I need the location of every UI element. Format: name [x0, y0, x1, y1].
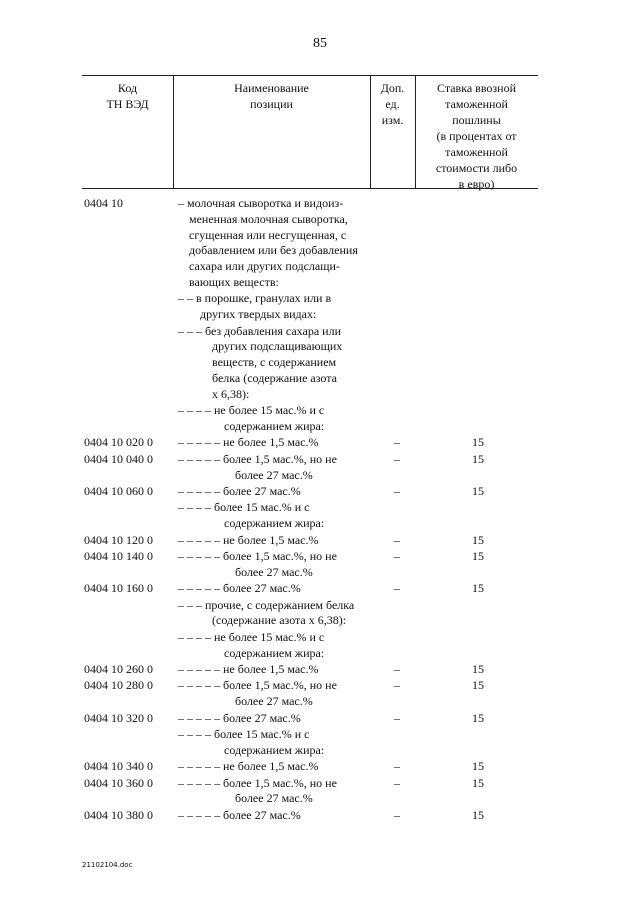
- header-unit: Доп. ед. изм.: [380, 81, 405, 127]
- row-rate: 15: [472, 678, 484, 693]
- row-description-line: – – – – более 15 мас.% и с: [178, 500, 310, 515]
- row-description-line: веществ, с содержанием: [212, 355, 337, 370]
- row-unit: –: [394, 759, 400, 774]
- row-unit: –: [394, 678, 400, 693]
- row-description-line: – – – – – более 27 мас.%: [178, 807, 301, 822]
- row-description-line: других подслащивающих: [212, 339, 343, 354]
- row-code: 0404 10 060 0: [84, 484, 153, 498]
- row-description-line: (содержание азота x 6,38):: [212, 613, 347, 628]
- row-rate: 15: [472, 710, 484, 725]
- row-description-line: сахара или других подслащи-: [189, 259, 340, 274]
- row-unit: –: [394, 532, 400, 547]
- row-description-line: более 27 мас.%: [235, 564, 313, 579]
- row-description-line: x 6,38):: [212, 386, 250, 401]
- row-description-line: – – – – более 15 мас.% и с: [178, 727, 310, 741]
- row-description-line: более 27 мас.%: [235, 791, 313, 806]
- row-description-line: сгущенная или несгущенная, с: [189, 227, 347, 242]
- row-code: 0404 10 160 0: [84, 581, 153, 596]
- row-code: 0404 10 280 0: [84, 678, 153, 693]
- row-unit: –: [394, 775, 400, 790]
- row-rate: 15: [472, 549, 484, 563]
- row-description-line: – – – – – более 1,5 мас.%, но не: [178, 775, 337, 790]
- row-unit: –: [394, 435, 400, 450]
- row-rate: 15: [472, 451, 484, 466]
- row-unit: –: [394, 549, 400, 563]
- header-name: Наименование позиции: [234, 81, 309, 111]
- row-description-line: белка (содержание азота: [212, 370, 337, 385]
- row-description-line: добавлением или без добавления: [189, 243, 358, 258]
- row-description-line: – – – – – более 1,5 мас.%, но не: [178, 549, 337, 563]
- row-unit: –: [394, 581, 400, 596]
- row-code: 0404 10 120 0: [84, 532, 153, 547]
- row-code: 0404 10 380 0: [84, 807, 153, 822]
- row-rate: 15: [472, 484, 484, 498]
- row-code: 0404 10 040 0: [84, 451, 153, 466]
- row-unit: –: [394, 484, 400, 498]
- row-description-line: вающих веществ:: [189, 275, 279, 289]
- row-rate: 15: [472, 775, 484, 790]
- row-rate: 15: [472, 435, 484, 450]
- row-description-line: – – – – – более 27 мас.%: [178, 581, 301, 596]
- row-unit: –: [394, 710, 400, 725]
- row-code: 0404 10 020 0: [84, 435, 153, 450]
- row-description-line: других твердых видах:: [200, 307, 317, 322]
- row-unit: –: [394, 662, 400, 676]
- row-description-line: – – в порошке, гранулах или в: [178, 291, 332, 306]
- row-unit: –: [394, 807, 400, 822]
- footer-filename: 21102104.doc: [82, 861, 133, 869]
- row-rate: 15: [472, 662, 484, 676]
- row-unit: –: [394, 451, 400, 466]
- row-code: 0404 10 340 0: [84, 759, 153, 774]
- row-description-line: содержанием жира:: [224, 516, 325, 531]
- row-description-line: более 27 мас.%: [235, 694, 313, 709]
- row-rate: 15: [472, 807, 484, 822]
- row-description-line: содержанием жира:: [224, 418, 325, 433]
- row-description-line: – – – – – более 27 мас.%: [178, 710, 301, 725]
- header-code: Код ТН ВЭД: [106, 81, 149, 111]
- row-description-line: – – – – – более 1,5 мас.%, но не: [178, 451, 337, 466]
- row-rate: 15: [472, 581, 484, 596]
- row-description-line: – молочная сыворотка и видоиз-: [178, 196, 344, 210]
- row-description-line: – – – – не более 15 мас.% и с: [178, 629, 325, 644]
- row-description-line: мененная молочная сыворотка,: [189, 211, 348, 226]
- table-top-rule: [82, 75, 538, 76]
- page-number: 85: [313, 36, 327, 51]
- row-description-line: содержанием жира:: [224, 742, 325, 757]
- row-description-line: – – – – – не более 1,5 мас.%: [178, 532, 319, 547]
- row-description-line: – – – – – более 27 мас.%: [178, 484, 301, 498]
- row-description-line: – – – – – не более 1,5 мас.%: [178, 759, 319, 774]
- row-description-line: – – – – – более 1,5 мас.%, но не: [178, 678, 337, 693]
- row-description-line: – – – – – не более 1,5 мас.%: [178, 435, 319, 450]
- header-rate: Ставка ввозной таможенной пошлины (в процентах от таможенной стоимости либо в евро): [435, 81, 518, 191]
- row-code: 0404 10 320 0: [84, 710, 153, 725]
- row-rate: 15: [472, 532, 484, 547]
- row-description-line: более 27 мас.%: [235, 467, 313, 482]
- row-description-line: содержанием жира:: [224, 645, 325, 660]
- row-description-line: – – – – не более 15 мас.% и с: [178, 403, 325, 418]
- row-code: 0404 10 260 0: [84, 662, 153, 676]
- row-description-line: – – – прочие, с содержанием белка: [178, 597, 355, 612]
- row-code: 0404 10: [84, 196, 123, 210]
- row-description-line: – – – – – не более 1,5 мас.%: [178, 662, 319, 676]
- row-code: 0404 10 140 0: [84, 549, 153, 563]
- row-description-line: – – – без добавления сахара или: [178, 323, 342, 338]
- row-code: 0404 10 360 0: [84, 775, 153, 790]
- row-rate: 15: [472, 759, 484, 774]
